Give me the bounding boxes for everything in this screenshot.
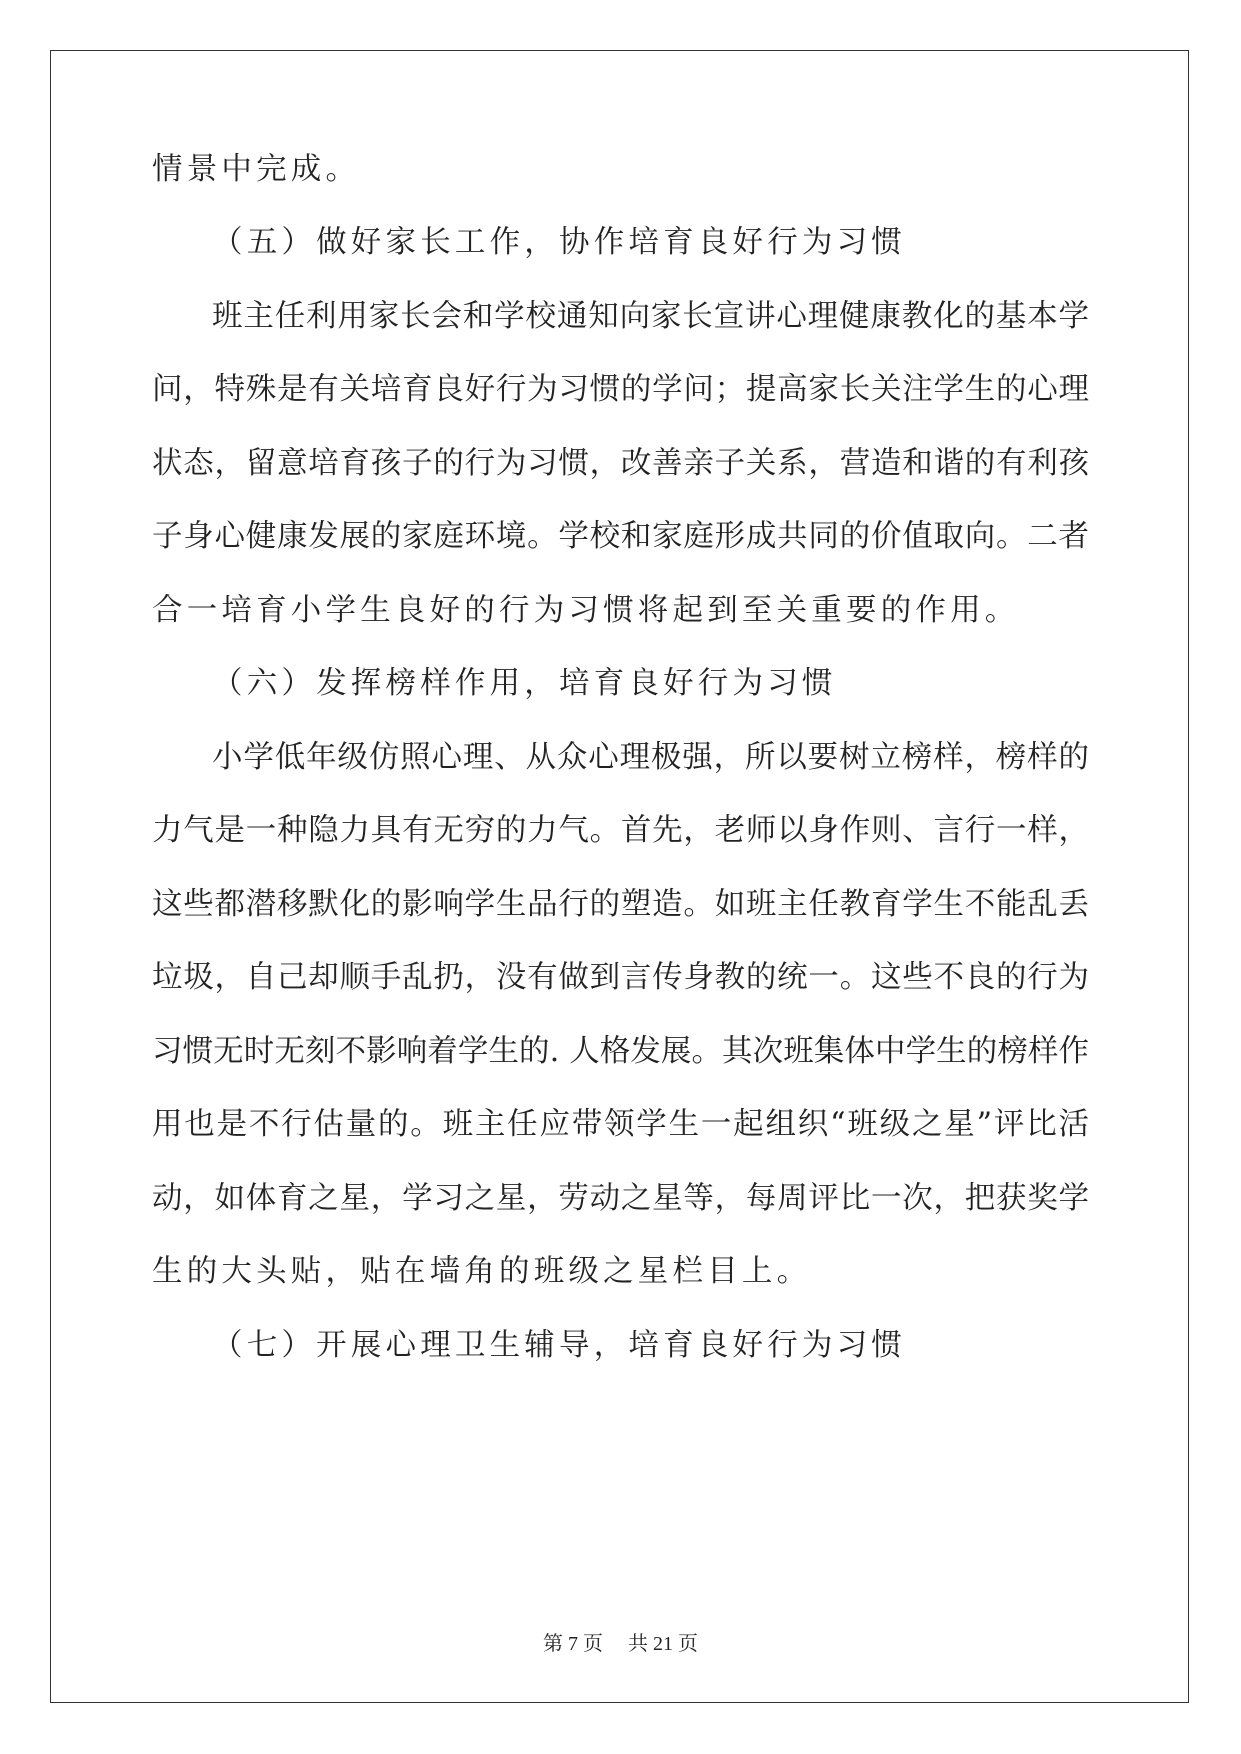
page-total: 共 21 页 — [628, 1633, 698, 1655]
text-line: 这些都潜移默化的影响学生品行的塑造。如班主任教育学生不能乱丢 — [152, 887, 1089, 922]
section-heading: （五）做好家长工作，协作培育良好行为习惯 — [212, 225, 906, 260]
section-heading: （六）发挥榜样作用，培育良好行为习惯 — [212, 666, 837, 701]
text-line: 状态，留意培育孩子的行为习惯，改善亲子关系，营造和谐的有利孩 — [152, 446, 1089, 481]
page-footer — [0, 1632, 1241, 1656]
paragraph-first-line: 班主任利用家长会和学校通知向家长宣讲心理健康教化的基本学 — [212, 299, 1089, 334]
text-line: 合一培育小学生良好的行为习惯将起到至关重要的作用。 — [152, 593, 1020, 628]
section-heading: （七）开展心理卫生辅导，培育良好行为习惯 — [212, 1328, 906, 1363]
text-line: 垃圾，自己却顺手乱扔，没有做到言传身教的统一。这些不良的行为 — [152, 960, 1089, 995]
text-line: 情景中完成。 — [152, 152, 361, 187]
text-line: 生的大头贴，贴在墙角的班级之星栏目上。 — [152, 1254, 812, 1289]
text-line: 力气是一种隐力具有无穷的力气。首先，老师以身作则、言行一样， — [152, 813, 1089, 848]
text-line: 子身心健康发展的家庭环境。学校和家庭形成共同的价值取向。二者 — [152, 519, 1089, 554]
paragraph-first-line: 小学低年级仿照心理、从众心理极强，所以要树立榜样，榜样的 — [212, 740, 1089, 775]
page-number: 第 7 页 — [543, 1633, 603, 1655]
text-line: 动，如体育之星，学习之星，劳动之星等，每周评比一次，把获奖学 — [152, 1181, 1089, 1216]
text-line: 问，特殊是有关培育良好行为习惯的学问；提高家长关注学生的心理 — [152, 372, 1089, 407]
text-line: 用也是不行估量的。班主任应带领学生一起组织“班级之星”评比活 — [152, 1107, 1089, 1142]
text-line: 习惯无时无刻不影响着学生的. 人格发展。其次班集体中学生的榜样作 — [152, 1034, 1089, 1069]
